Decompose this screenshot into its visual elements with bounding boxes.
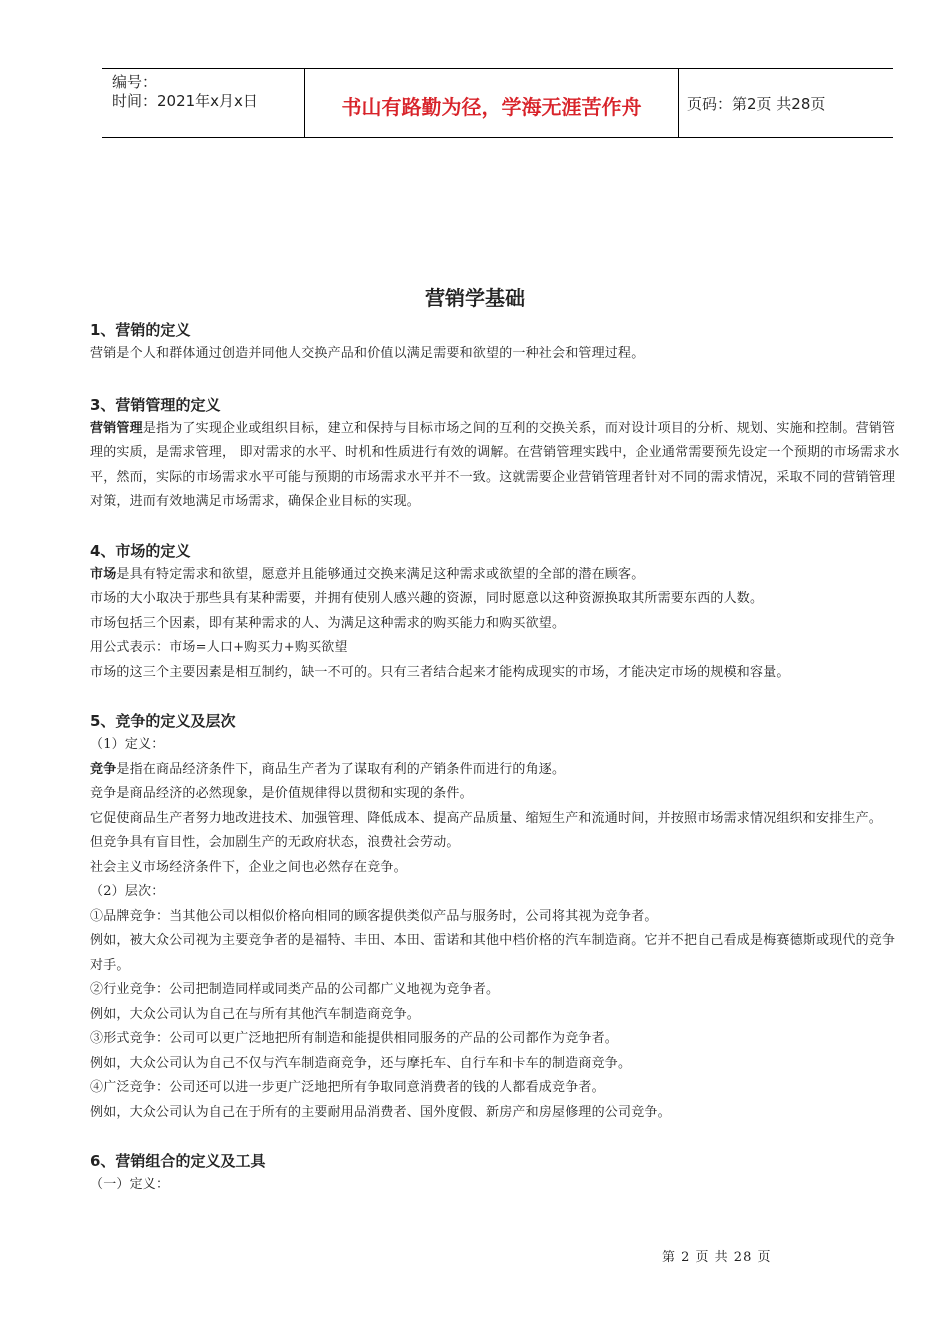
section-heading: 5、竞争的定义及层次 xyxy=(90,712,236,730)
term-bold: 竞争 xyxy=(90,761,117,777)
list-item: ①品牌竞争：当其他公司以相似价格向相同的顾客提供类似产品与服务时，公司将其视为竞争者。 xyxy=(90,908,658,924)
paragraph: 营销是个人和群体通过创造并同他人交换产品和价值以满足需要和欲望的一种社会和管理过程。 xyxy=(90,346,645,361)
example-text: 例如，大众公司认为自己在与所有其他汽车制造商竞争。 xyxy=(90,1006,421,1022)
term-bold: 市场 xyxy=(90,566,117,582)
header-motto-cell xyxy=(305,69,679,137)
example-text: 例如，被大众公司视为主要竞争者的是福特、丰田、本田、雷诺和其他中档价格的汽车制造商。它并不把自己看成是梅赛德斯或现代的竞争对手。 xyxy=(90,933,896,973)
document-header xyxy=(102,68,893,138)
term-bold: 营销管理 xyxy=(90,420,143,436)
header-page-label: 页码：第2页 共28页 xyxy=(687,95,826,113)
section-heading: 6、营销组合的定义及工具 xyxy=(90,1152,266,1170)
section-heading: 4、市场的定义 xyxy=(90,541,191,560)
sub-heading: （1）定义： xyxy=(90,737,165,752)
section-heading: 1、营销的定义 xyxy=(90,321,191,339)
paragraph: 竞争是商品经济的必然现象，是价值规律得以贯彻和实现的条件。 xyxy=(90,786,473,801)
motto-text: 书山有路勤为径，学海无涯苦作舟 xyxy=(341,95,642,119)
paragraph: 市场包括三个因素，即有某种需求的人、为满足这种需求的购买能力和购买欲望。 xyxy=(90,615,566,631)
paragraph-text: 是指为了实现企业或组织目标，建立和保持与目标市场之间的互利的交换关系，而对设计项目的分析、规划、实施和控制。营销管理的实质，是需求管理， 即对需求的水平、时机和性质进行有效的调解。在营销管理实践中，企业通常需要预先设定一个预期的市场需求水平，然而，实际的市场需求水平可能与预期的市场需求水平并不一致。这就需要企业营销管理者针对不同的需求情况，采取不同的营销管理对策，进而有效地满足市场需求，确保企业目标的实现。 xyxy=(90,420,900,509)
paragraph: 市场的这三个主要因素是相互制约，缺一不可的。只有三者结合起来才能构成现实的市场，才能决定市场的规模和容量。 xyxy=(90,664,790,680)
document-body xyxy=(90,318,908,1198)
header-meta-cell xyxy=(102,69,305,137)
list-item: ③形式竞争：公司可以更广泛地把所有制造和能提供相同服务的产品的公司都作为竞争者。 xyxy=(90,1031,619,1046)
paragraph-text: 是具有特定需求和欲望，愿意并且能够通过交换来满足这种需求或欲望的全部的潜在顾客。 xyxy=(116,566,645,582)
list-item: ④广泛竞争：公司还可以进一步更广泛地把所有争取同意消费者的钱的人都看成竞争者。 xyxy=(90,1080,605,1095)
section-heading: 3、营销管理的定义 xyxy=(90,395,221,414)
paragraph-text: 是指在商品经济条件下，商品生产者为了谋取有利的产销条件而进行的角逐。 xyxy=(116,761,566,777)
paragraph xyxy=(90,563,908,588)
time-label: 时间：2021年x月x日 xyxy=(112,92,258,110)
paragraph xyxy=(90,758,908,783)
page-footer: 第 2 页 共 28 页 xyxy=(662,1250,772,1265)
paragraph: 市场的大小取决于那些具有某种需要，并拥有使别人感兴趣的资源，同时愿意以这种资源换取其所需要东西的人数。 xyxy=(90,591,764,606)
number-label: 编号： xyxy=(112,73,158,91)
paragraph: 它促使商品生产者努力地改进技术、加强管理、降低成本、提高产品质量、缩短生产和流通时间，并按照市场需求情况组织和安排生产。 xyxy=(90,810,883,826)
document-title: 营销学基础 xyxy=(425,286,525,310)
example-text: 例如，大众公司认为自己在于所有的主要耐用品消费者、国外度假、新房产和房屋修理的公司竞争。 xyxy=(90,1104,671,1120)
paragraph: 但竞争具有盲目性，会加剧生产的无政府状态，浪费社会劳动。 xyxy=(90,835,460,850)
paragraph: 社会主义市场经济条件下，企业之间也必然存在竞争。 xyxy=(90,859,407,875)
sub-heading: （一）定义： xyxy=(90,1177,170,1192)
sub-heading: （2）层次： xyxy=(90,884,165,899)
paragraph: 用公式表示：市场=人口+购买力+购买欲望 xyxy=(90,640,348,655)
header-page-cell xyxy=(679,69,893,137)
paragraph xyxy=(90,417,908,515)
example-text: 例如，大众公司认为自己不仅与汽车制造商竞争，还与摩托车、自行车和卡车的制造商竞争。 xyxy=(90,1055,632,1071)
list-item: ②行业竞争：公司把制造同样或同类产品的公司都广义地视为竞争者。 xyxy=(90,982,500,997)
